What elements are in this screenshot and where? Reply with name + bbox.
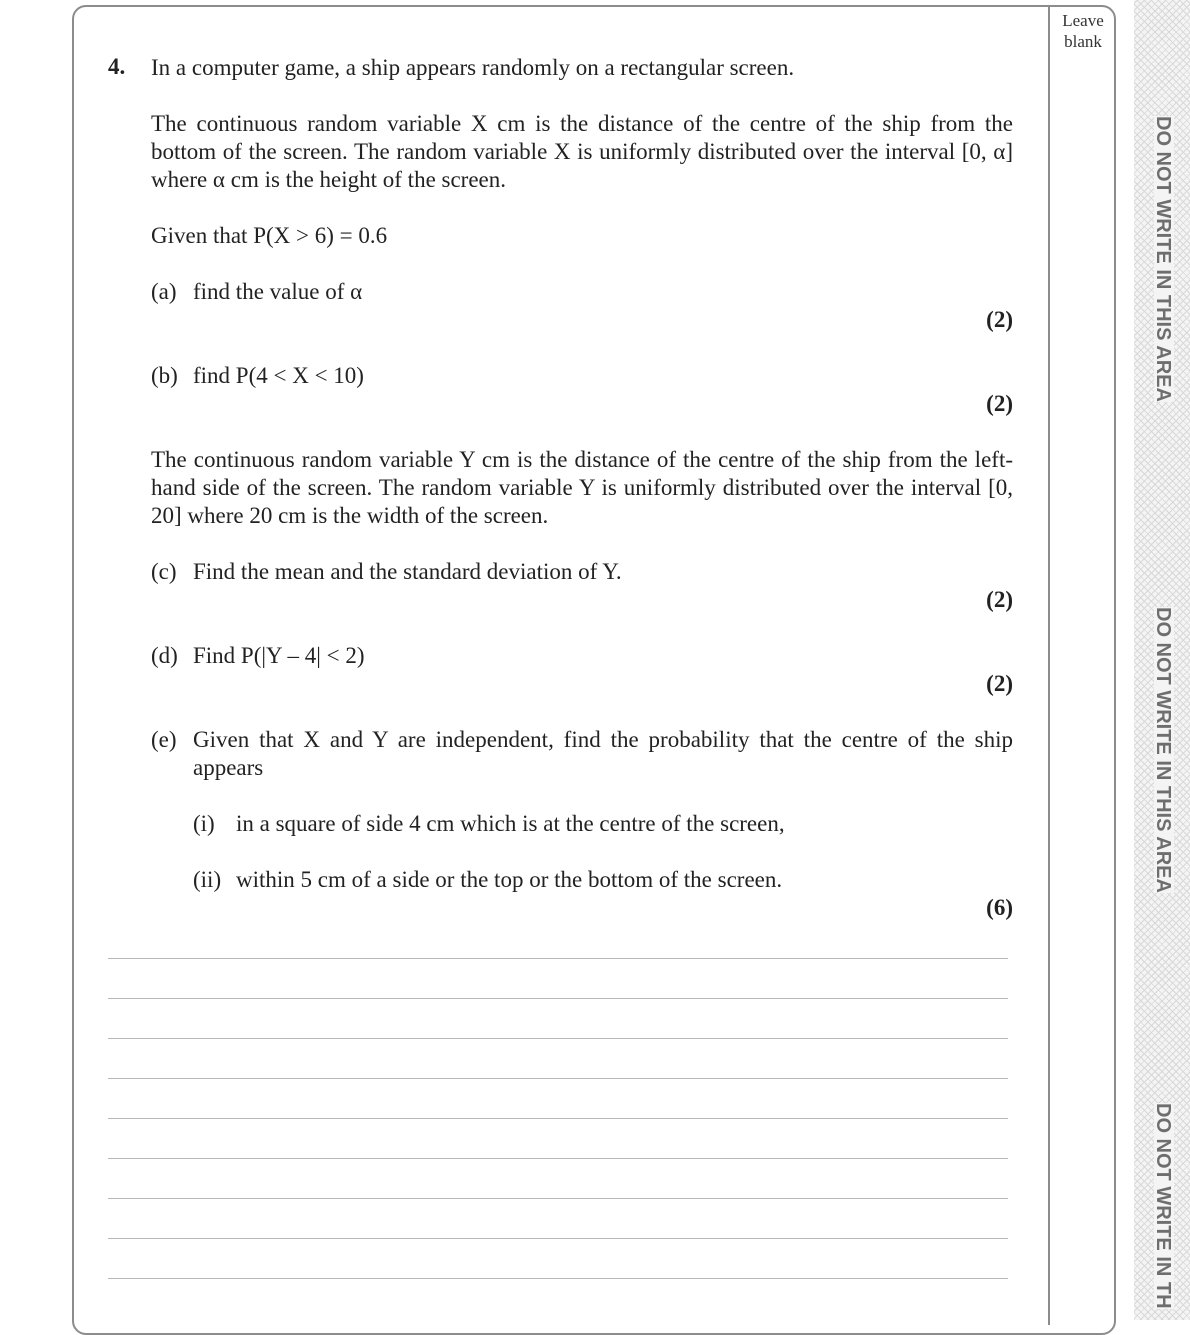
answer-lines[interactable]	[108, 958, 1008, 1318]
part-d-text: Find P(|Y – 4| < 2)	[193, 643, 365, 668]
leave-blank-label: Leave blank	[1062, 11, 1104, 51]
answer-line[interactable]	[108, 958, 1008, 998]
question-number: 4.	[108, 54, 126, 79]
part-c-label: (c)	[151, 559, 177, 584]
part-d-label: (d)	[151, 643, 178, 668]
answer-line[interactable]	[108, 1038, 1008, 1078]
part-e-text: Given that X and Y are independent, find the probability that the centre of the ship appears	[193, 727, 1013, 780]
answer-line[interactable]	[108, 1118, 1008, 1158]
part-a-marks: (2)	[986, 307, 1013, 332]
part-e-i-text: in a square of side 4 cm which is at the centre of the screen,	[236, 811, 785, 836]
part-e-ii-text: within 5 cm of a side or the top or the bottom of the screen.	[236, 867, 783, 892]
answer-line[interactable]	[108, 1198, 1008, 1238]
part-d-marks: (2)	[986, 671, 1013, 696]
part-c-marks: (2)	[986, 587, 1013, 612]
answer-line[interactable]	[108, 998, 1008, 1038]
paragraph-y: The continuous random variable Y cm is the distance of the centre of the ship from the left-hand side of the screen. The random variable Y is uniformly distributed over the interval [0, 20] where 20 cm is the width of the screen.	[151, 447, 1013, 528]
part-c-text: Find the mean and the standard deviation of Y.	[193, 559, 622, 584]
part-e-i-label: (i)	[193, 811, 215, 836]
leave-blank-divider	[1048, 5, 1050, 1325]
given-statement: Given that P(X > 6) = 0.6	[151, 223, 388, 248]
part-b-text: find P(4 < X < 10)	[193, 363, 364, 388]
part-b-marks: (2)	[986, 391, 1013, 416]
paragraph-x: The continuous random variable X cm is the distance of the centre of the ship from the bottom of the screen. The random variable X is uniformly distributed over the interval [0, α] where α cm is the height of the screen.	[151, 111, 1013, 192]
answer-line[interactable]	[108, 1078, 1008, 1118]
part-e-label: (e)	[151, 727, 177, 752]
margin-warning-3: DO NOT WRITE IN TH	[1152, 1103, 1174, 1309]
margin-warning-2: DO NOT WRITE IN THIS AREA	[1152, 607, 1174, 893]
part-a-text: find the value of α	[193, 279, 363, 304]
part-e-ii-label: (ii)	[193, 867, 222, 892]
part-a-label: (a)	[151, 279, 177, 304]
answer-line[interactable]	[108, 1238, 1008, 1278]
part-e-marks: (6)	[986, 895, 1013, 920]
answer-line[interactable]	[108, 1158, 1008, 1198]
question-intro: In a computer game, a ship appears randomly on a rectangular screen.	[151, 55, 795, 80]
margin-warning-1: DO NOT WRITE IN THIS AREA	[1152, 116, 1174, 402]
part-b-label: (b)	[151, 363, 178, 388]
answer-line[interactable]	[108, 1278, 1008, 1318]
